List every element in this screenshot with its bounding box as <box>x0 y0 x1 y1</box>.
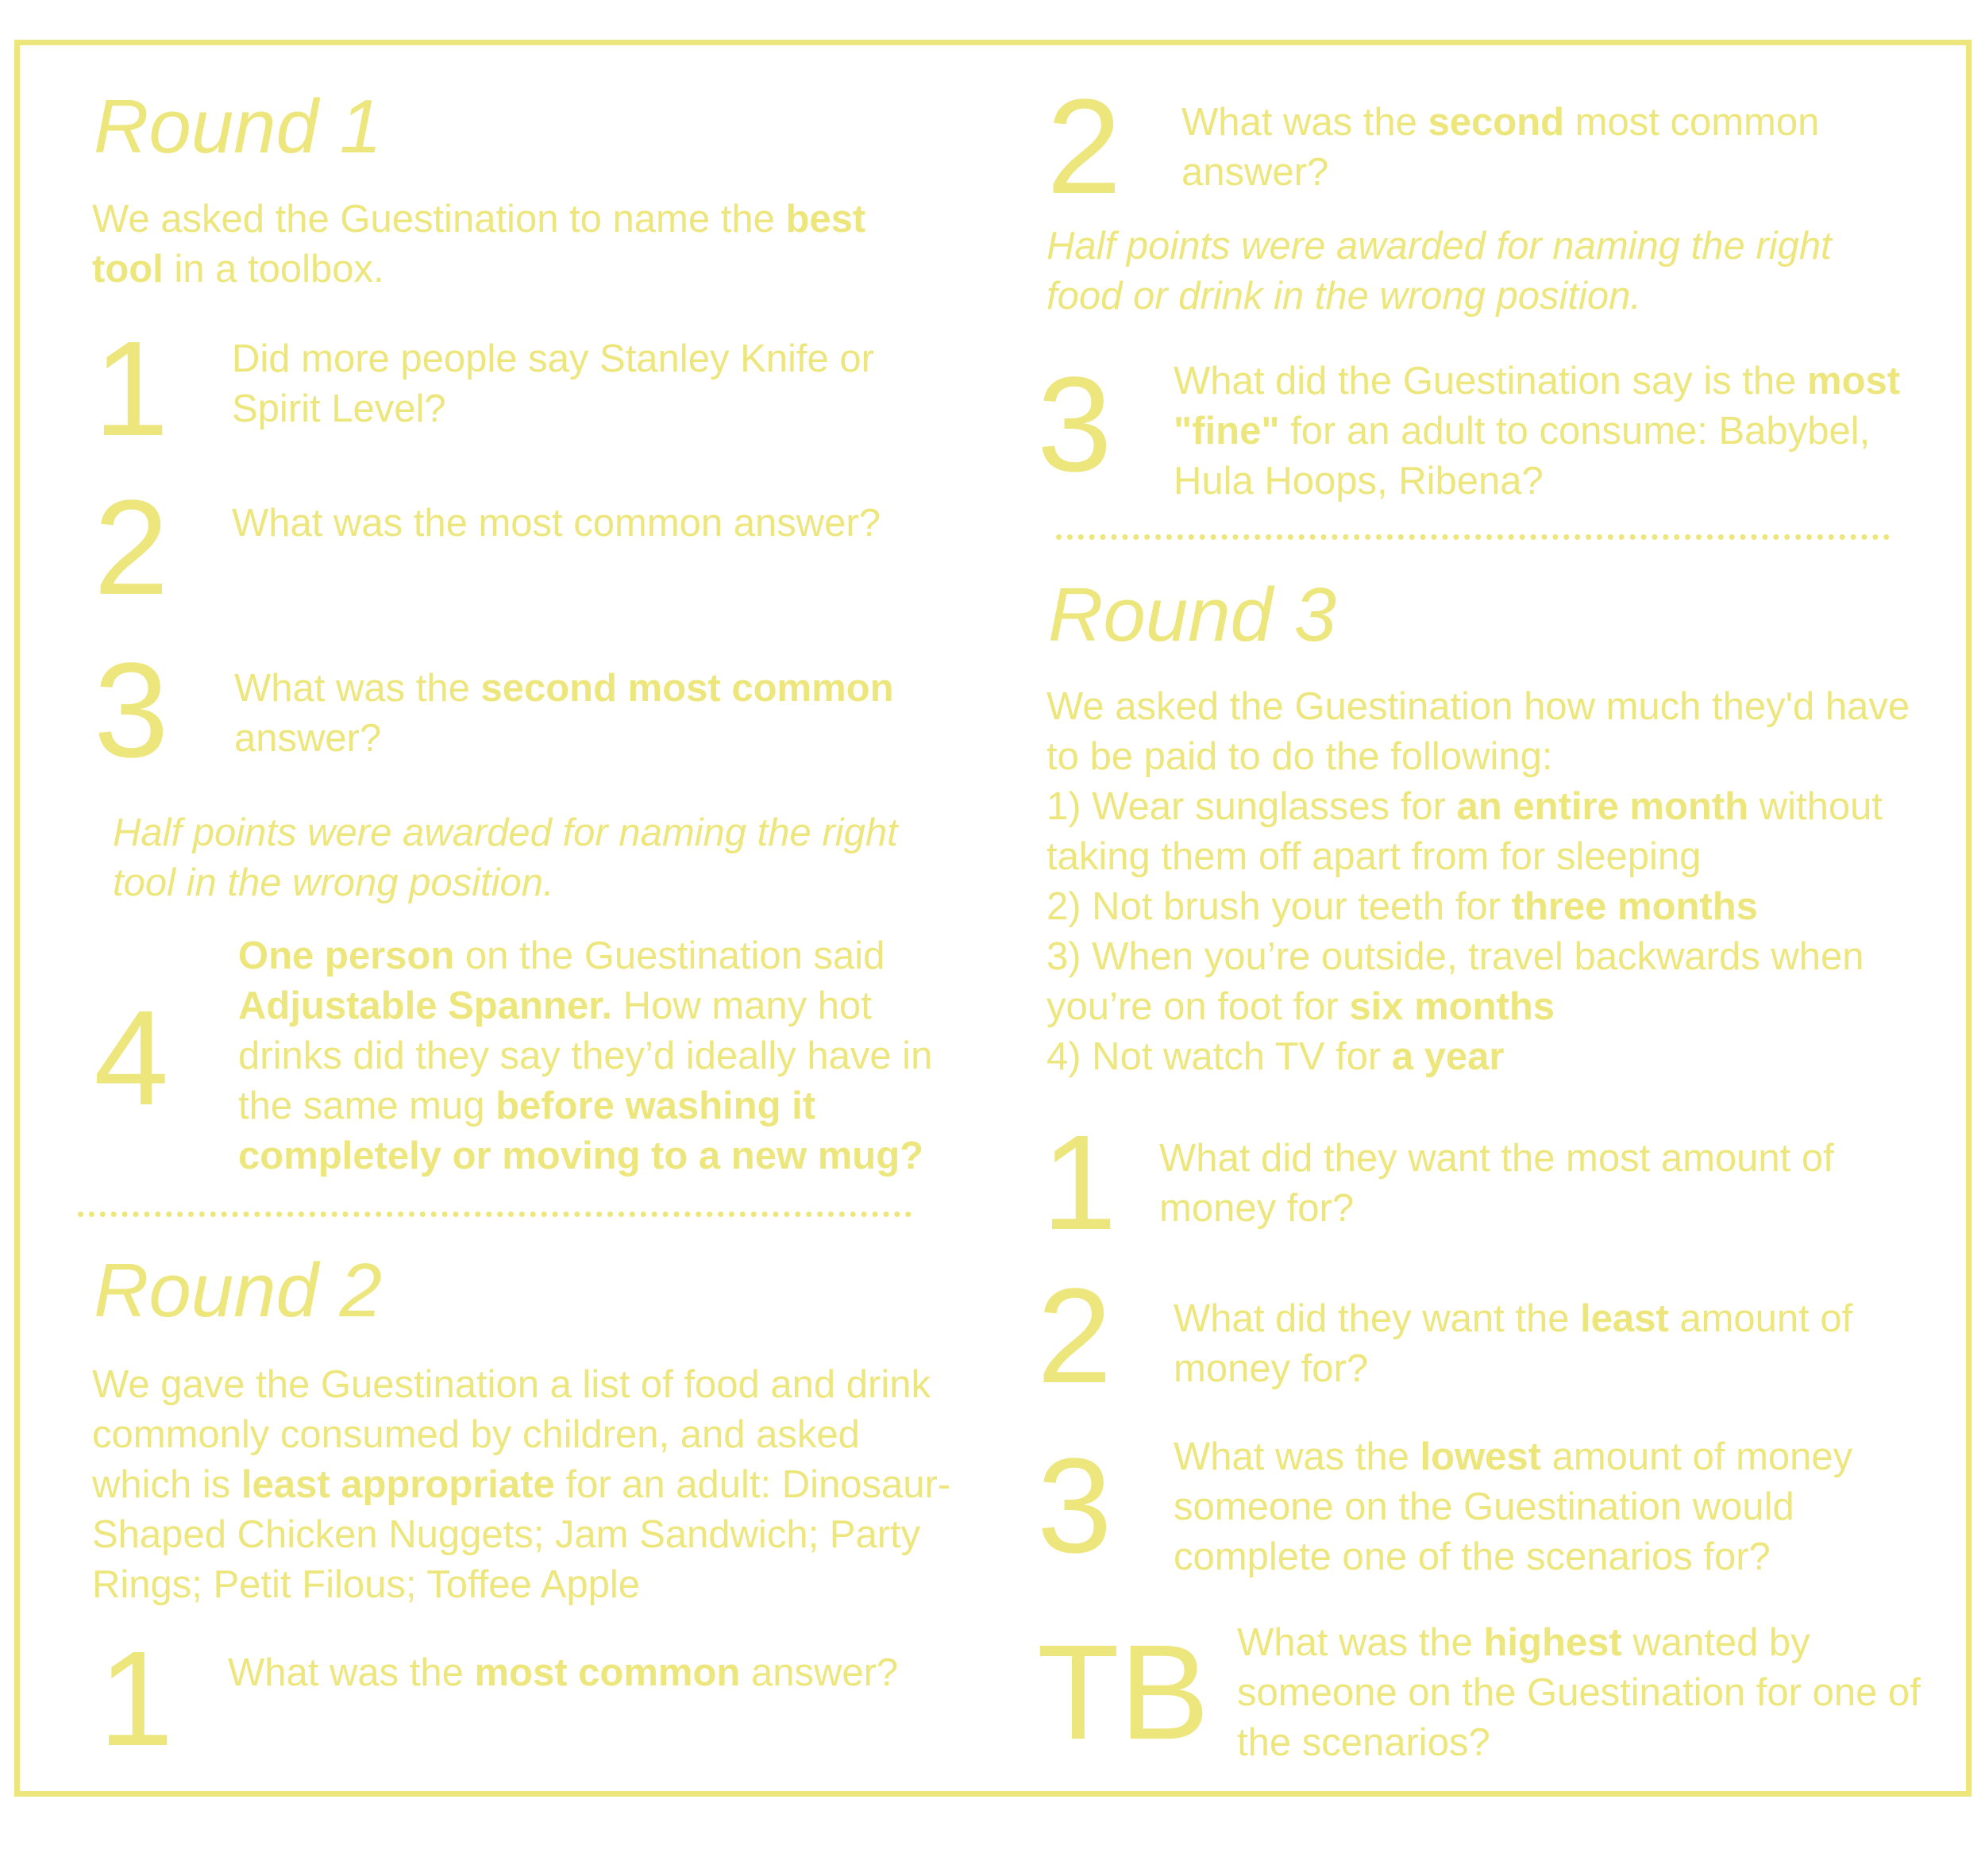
emphasis: Adjustable Spanner. <box>238 984 613 1027</box>
round3-q2-number: 2 <box>1037 1261 1112 1412</box>
emphasis: best tool <box>92 198 866 291</box>
emphasis: lowest <box>1420 1435 1541 1478</box>
emphasis: three months <box>1511 885 1758 928</box>
round2-heading: Round 2 <box>94 1248 382 1333</box>
round2-q2-text: What was the second most common answer? <box>1181 101 1820 194</box>
round1-intro: We asked the Guestination to name the best tool in a toolbox. <box>92 198 866 291</box>
round3-heading: Round 3 <box>1048 572 1336 657</box>
emphasis: before washing it completely or moving to a new mug? <box>238 1084 924 1177</box>
emphasis: second <box>1428 101 1565 144</box>
round1-q3-text: What was the second most common answer? <box>234 667 894 760</box>
round3-q3-number: 3 <box>1037 1431 1112 1581</box>
round2-note: Half points were awarded for naming the right food or drink in the wrong position. <box>1046 225 1832 318</box>
divider <box>78 1212 912 1217</box>
round2-q3-text: What did the Guestination say is the most "fine" for an adult to consume: Babybel, Hula Hoops, Ribena? <box>1174 360 1901 503</box>
round1-q1-text: Did more people say Stanley Knife or Spirit Level? <box>232 337 874 430</box>
round3-tiebreak-label: TB <box>1037 1617 1210 1768</box>
round1-q3-number: 3 <box>94 635 169 786</box>
round2-q3-number: 3 <box>1037 349 1112 500</box>
emphasis: an entire month <box>1456 785 1749 828</box>
round1-heading: Round 1 <box>94 84 382 169</box>
round3-intro: We asked the Guestination how much they'd have to be paid to do the following: 1) Wear sunglasses for an entire month without taking them off apart from for sleeping 2) Not brush your teeth for three months 3) When you’re outside, travel backwards when you’re on foot for six months 4) Not watch TV for a year <box>1046 685 1910 1078</box>
emphasis: second most common <box>480 667 894 710</box>
emphasis: highest <box>1483 1621 1622 1664</box>
round2-intro: We gave the Guestination a list of food and drink commonly consumed by children, and asked which is least appropriate for an adult: Dinosaur-Shaped Chicken Nuggets; Jam Sandwich; Party Rings; Petit Filous; Toffee Apple <box>92 1363 951 1606</box>
round1-q4-text: One person on the Guestination said Adjustable Spanner. How many hot drinks did they say they’d ideally have in the same mug before washing it completely or moving to a new mug? <box>238 934 933 1177</box>
round3-q1-text: What did they want the most amount of money for? <box>1159 1137 1834 1230</box>
round2-q2-number: 2 <box>1046 71 1122 222</box>
round3-q3-text: What was the lowest amount of money someone on the Guestination would complete one of the scenarios for? <box>1174 1435 1853 1578</box>
emphasis: least <box>1580 1297 1669 1340</box>
round1-q2-text: What was the most common answer? <box>232 502 881 545</box>
round3-tiebreak-text: What was the highest wanted by someone on the Guestination for one of the scenarios? <box>1237 1621 1921 1764</box>
divider <box>1056 534 1890 540</box>
round1-q2-number: 2 <box>94 472 169 623</box>
round1-q1-number: 1 <box>94 314 169 464</box>
emphasis: most "fine" <box>1174 360 1901 453</box>
emphasis: a year <box>1391 1035 1505 1078</box>
round3-q1-number: 1 <box>1042 1107 1117 1258</box>
emphasis: least appropriate <box>241 1463 555 1506</box>
emphasis: six months <box>1349 985 1555 1028</box>
round1-q4-number: 4 <box>94 983 169 1134</box>
round3-q2-text: What did they want the least amount of money for? <box>1174 1297 1853 1390</box>
emphasis: most common <box>474 1651 741 1694</box>
round2-q1-text: What was the most common answer? <box>228 1651 899 1694</box>
emphasis: One person <box>238 934 455 977</box>
round2-q1-number: 1 <box>98 1624 174 1774</box>
round1-note: Half points were awarded for naming the right tool in the wrong position. <box>113 811 898 904</box>
